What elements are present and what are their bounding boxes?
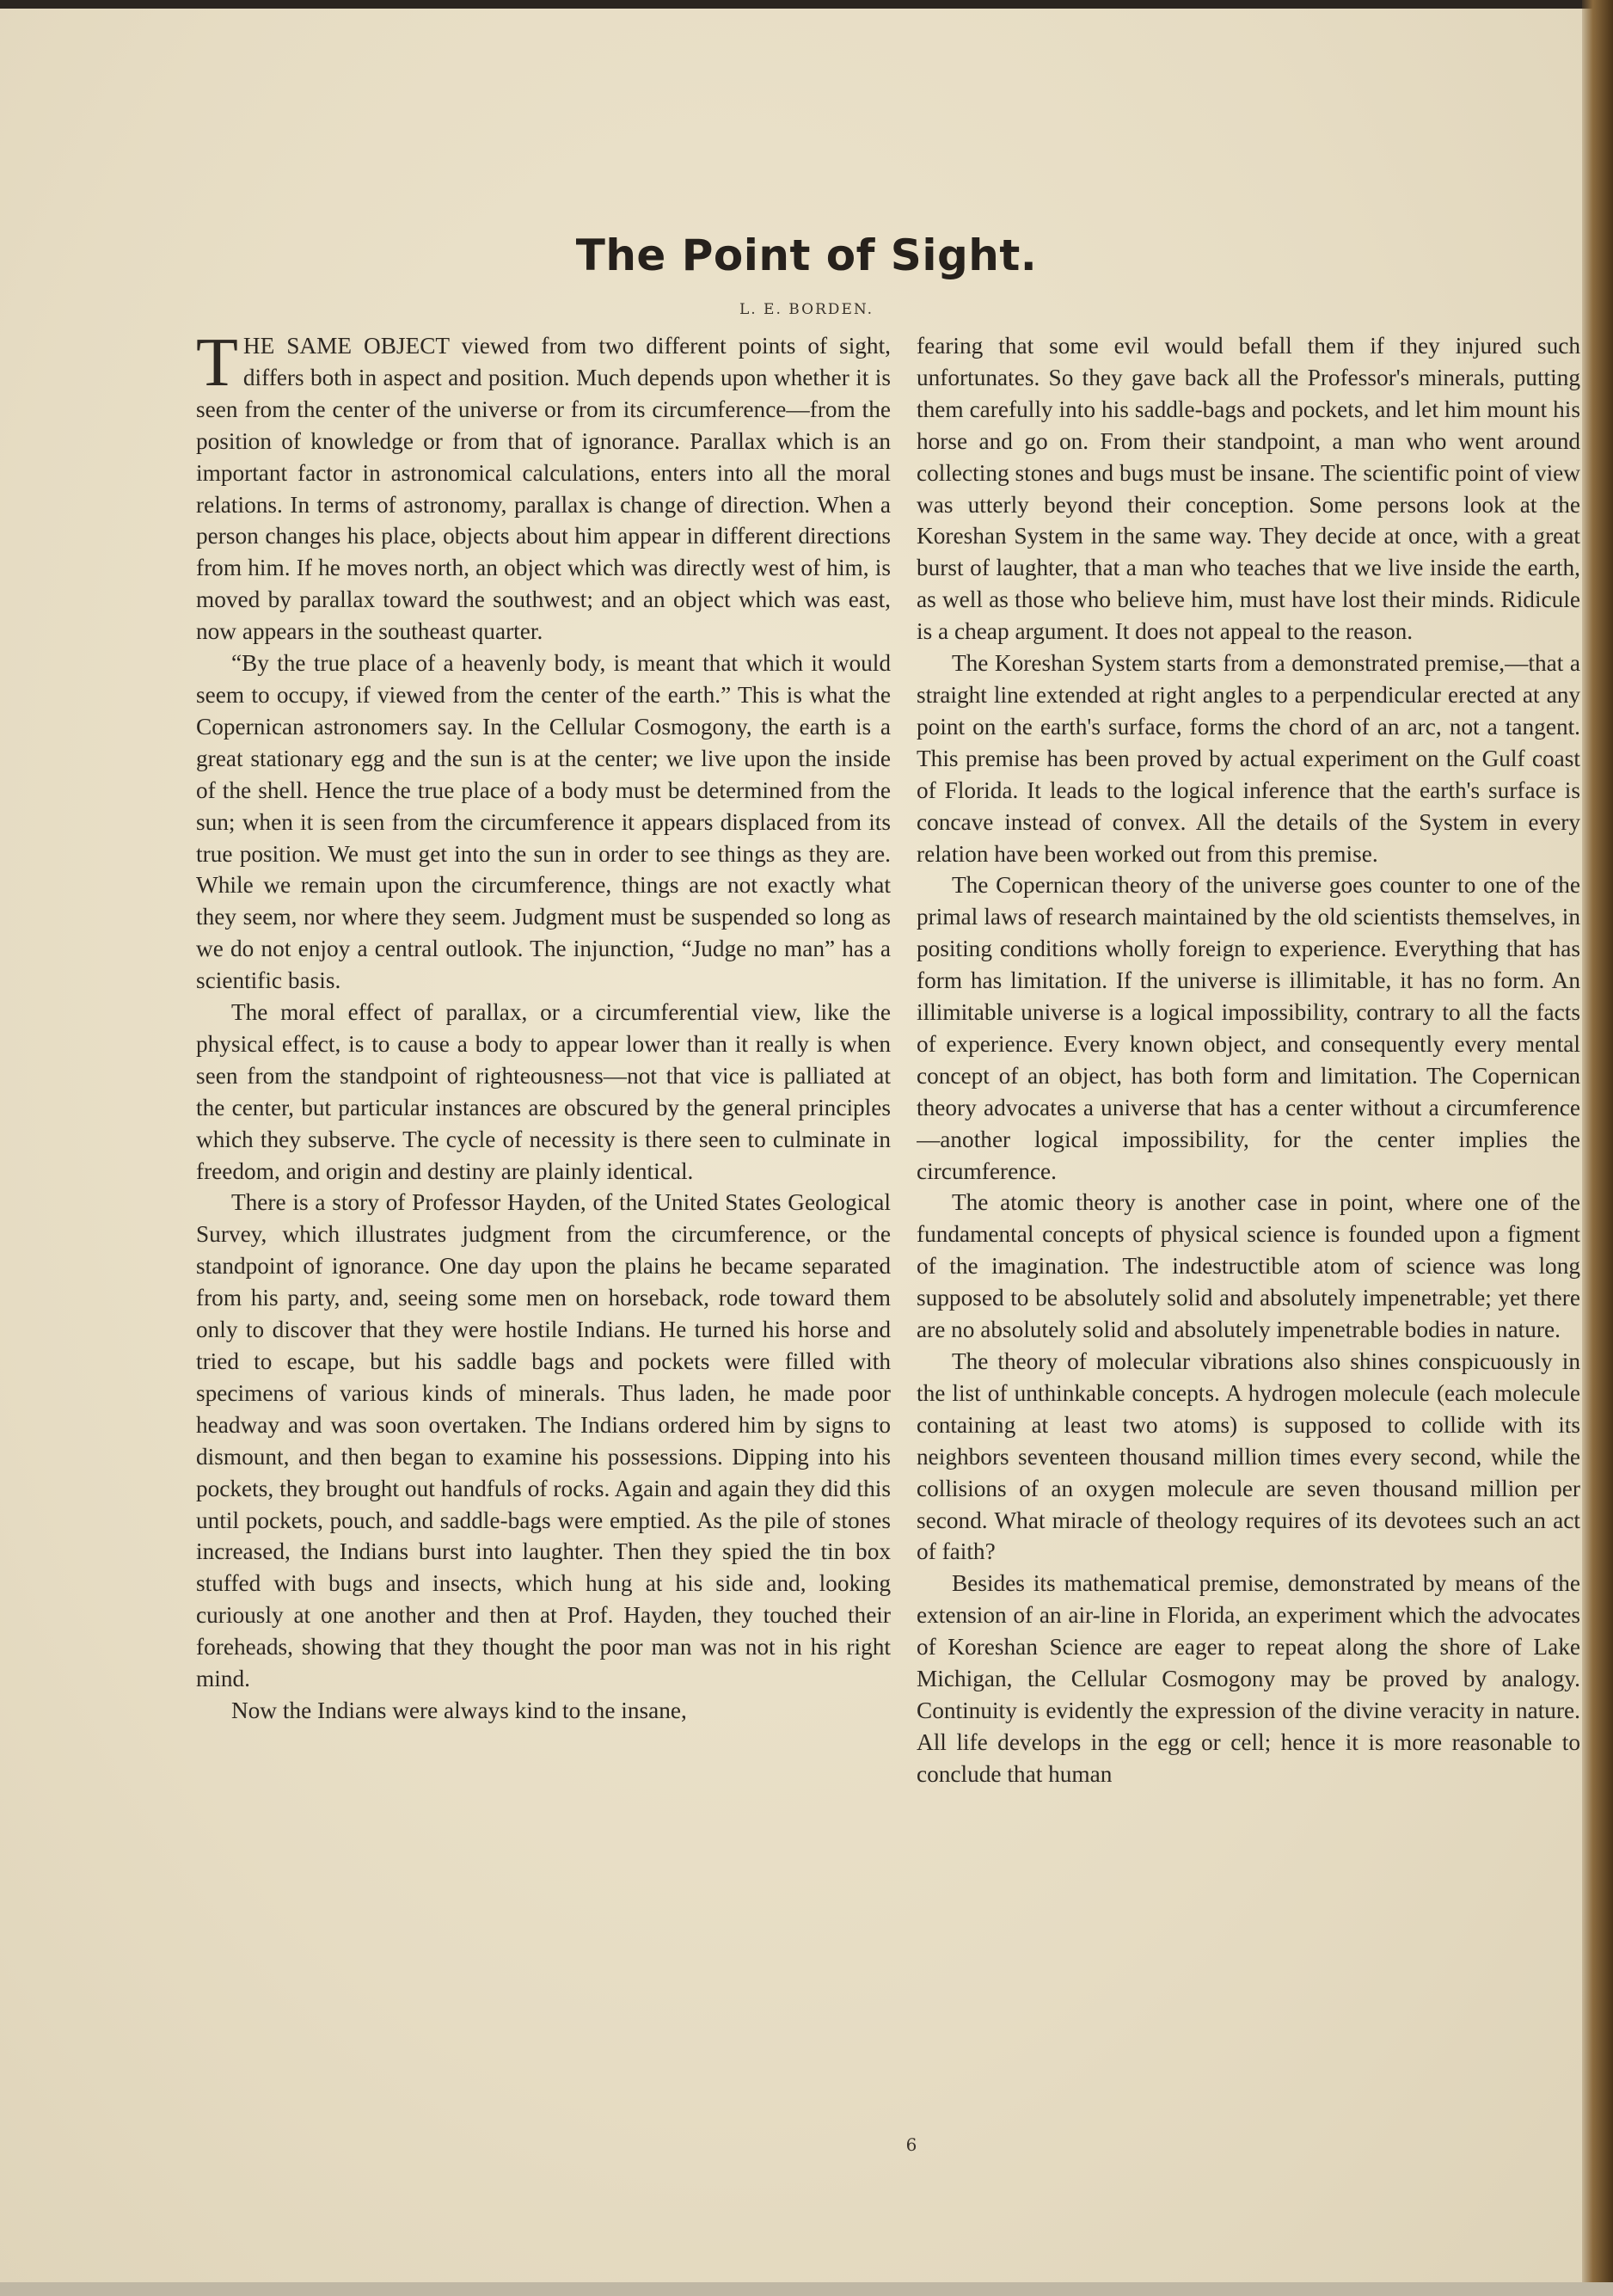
paragraph: The theory of molecular vibrations also shines conspicuously in the list of unthinkable concepts. A hydrogen molecule (each molecule containing at least two atoms) is supposed to collide with its neighbors seventeen thousand million times every second, while the collisions of an oxygen molecule are seven thousand million per second. What miracle of theology requires of its devotees such an act of faith? <box>917 1348 1580 1565</box>
paragraph: The Copernican theory of the universe goes counter to one of the primal laws of research maintained by the old scientists themselves, in positing conditions wholly foreign to experience. Everything that has form has limitation. If the universe is illimitable, it has no form. An illimitable universe is a logical impossibility, contrary to all the facts of experience. Every known object, and consequently every mental concept of an object, has both form and limitation. The Copernican theory advocates a universe that has a center without a circumference—another logical impossibility, for the center implies the circumference. <box>917 872 1580 1184</box>
top-edge <box>0 0 1613 9</box>
paragraph: Now the Indians were always kind to the insane, <box>230 1697 687 1723</box>
page-number: 6 <box>905 2134 917 2155</box>
drop-cap: T <box>196 325 238 401</box>
article-title: The Point of Sight. <box>575 230 1038 280</box>
binding-edge <box>1582 0 1613 2296</box>
paragraph: fearing that some evil would befall them if they injured such unfortunates. So they gave back all the Professor's minerals, putting them carefully into his saddle-bags and pockets, and let him mount his horse and go on. From their standpoint, a man who went around collecting stones and bugs must be insane. The scientific point of view was utterly beyond their conception. Some persons look at the Koreshan System in the same way. They decide at once, with a great burst of laughter, that a man who teaches that we live inside the earth, as well as those who believe him, must have lost their minds. Ridicule is a cheap argument. It does not appeal to the reason. <box>917 333 1580 645</box>
left-column <box>196 325 891 1727</box>
paragraph: The moral effect of parallax, or a circumferential view, like the physical effect, is to cause a body to appear lower than it really is when seen from the standpoint of righteousness—not that vice is palliated at the center, but particular instances are obscured by the general principles which they subserve. The cycle of necessity is there seen to culminate in freedom, and origin and destiny are plainly identical. <box>196 999 891 1184</box>
paragraph: There is a story of Professor Hayden, of the United States Geological Survey, which illustrates judgment from the circumference, or the standpoint of ignorance. One day upon the plains he became separated from his party, and, seeing some men on horseback, rode toward them only to discover that they were hostile Indians. He turned his horse and tried to escape, but his saddle bags and pockets were filled with specimens of various kinds of minerals. Thus laden, he made poor headway and was soon overtaken. The Indians ordered him by signs to dismount, and then began to examine his possessions. Dipping into his pockets, they brought out handfuls of rocks. Again and again they did this until pockets, pouch, and saddle-bags were emptied. As the pile of stones increased, the Indians burst into laughter. Then they spied the tin box stuffed with bugs and insects, which hung at his side and, looking curiously at one another and then at Prof. Hayden, they touched their foreheads, showing that they thought the poor man was not in his right mind. <box>196 1189 891 1692</box>
paragraph: Besides its mathematical premise, demonstrated by means of the extension of an air-line in Florida, an experiment which the advocates of Koreshan Science are eager to repeat along the shore of Lake Michigan, the Cellular Cosmogony may be proved by analogy. Continuity is evidently the expression of the divine veracity in nature. All life develops in the egg or cell; hence it is more reasonable to conclude that human <box>917 1570 1580 1787</box>
paragraph <box>196 325 891 648</box>
bottom-edge <box>0 2282 1613 2296</box>
right-column <box>917 330 1580 1790</box>
paragraph: The atomic theory is another case in point, where one of the fundamental concepts of physical science is founded upon a figment of the imagination. The indestructible atom of science was long supposed to be absolutely solid and absolutely impenetrable; yet there are no absolutely solid and absolutely impenetrable bodies in nature. <box>917 1189 1580 1343</box>
paragraph: “By the true place of a heavenly body, is meant that which it would seem to occupy, if viewed from the center of the earth.” This is what the Copernican astronomers say. In the Cellular Cosmogony, the earth is a great stationary egg and the sun is at the center; we live upon the inside of the shell. Hence the true place of a body must be determined from the sun; when it is seen from the circumference it appears displaced from its true position. We must get into the sun in order to see things as they are. While we remain upon the circumference, things are not exactly what they seem, nor where they seem. Judgment must be suspended so long as we do not enjoy a central outlook. The injunction, “Judge no man” has a scientific basis. <box>196 650 891 994</box>
paragraph: The Koreshan System starts from a demonstrated premise,—that a straight line extended at right angles to a perpendicular erected at any point on the earth's surface, forms the chord of an arc, not a tangent. This premise has been proved by actual experiment on the Gulf coast of Florida. It leads to the logical inference that the earth's surface is concave instead of convex. All the details of the System in every relation have been worked out from this premise. <box>917 650 1580 867</box>
article-author: L. E. BORDEN. <box>739 301 874 318</box>
paragraph-text: HE SAME OBJECT viewed from two different points of sight, differs both in aspect and position. Much depends upon whether it is seen from the center of the universe or from its circumference—from the position of knowledge or from that of ignorance. Parallax which is an important factor in astronomical calculations, enters into all the moral relations. In terms of astronomy, parallax is change of direction. When a person changes his place, objects about him appear in different directions from him. If he moves north, an object which was directly west of him, is moved by parallax toward the southwest; and an object which was east, now appears in the southeast quarter. <box>196 333 891 645</box>
